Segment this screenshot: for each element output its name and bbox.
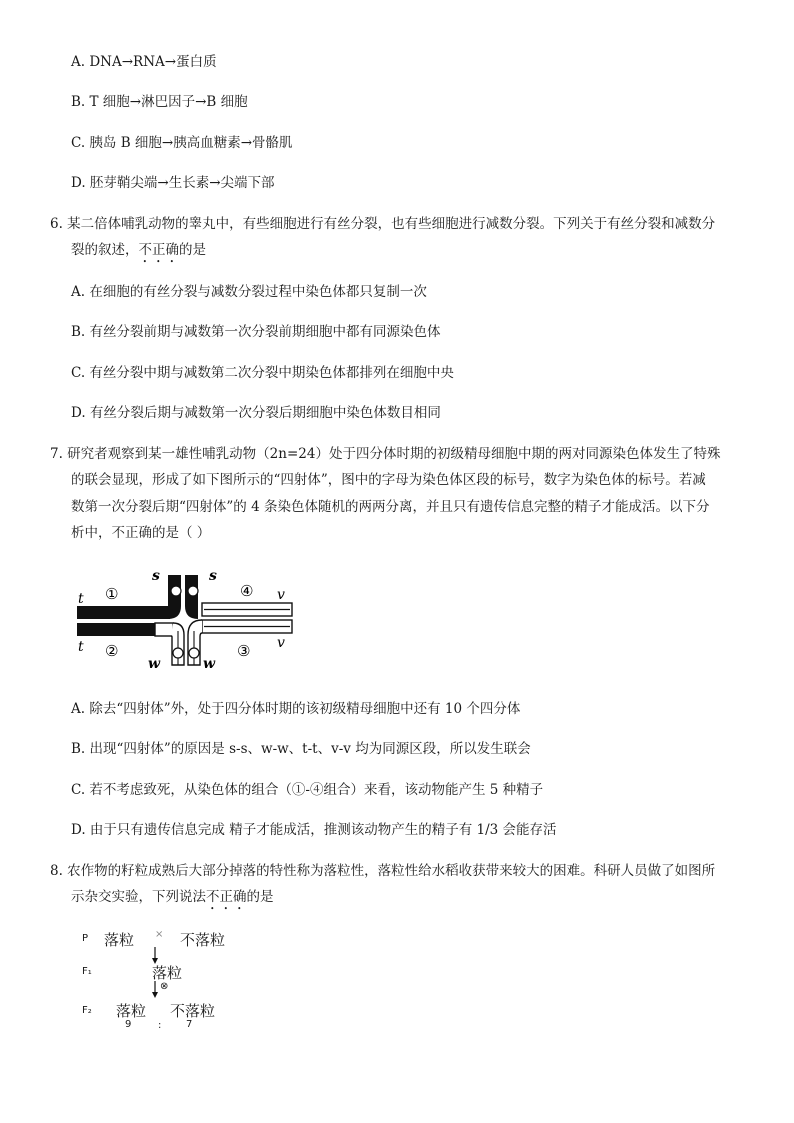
q8-stem-emphasis: 不正确 (206, 889, 247, 905)
q7-option-b: B. 出现“四射体”的原因是 s-s、w-w、t-t、v-v 均为同源区段，所以发生联会 (71, 741, 531, 757)
label-v-top: v (277, 587, 285, 603)
q5-option-c: C. 胰岛 B 细胞→胰高血糖素→骨骼肌 (71, 135, 293, 151)
label-chromosome-4: ④ (240, 582, 254, 600)
q7-stem-line1: 7. 研究者观察到某一雄性哺乳动物（2n=24）处于四分体时期的初级精母细胞中期的两对同源染色体发生了特殊 (50, 446, 721, 462)
q7-option-c: C. 若不考虑致死，从染色体的组合（①-④组合）来看，该动物能产生 5 种精子 (71, 782, 544, 798)
q5-option-a: A. DNA→RNA→蛋白质 (71, 54, 217, 70)
q7-option-a: A. 除去“四射体”外，处于四分体时期的该初级精母细胞中还有 10 个四分体 (71, 701, 521, 717)
q8-stem-pre: 示杂交实验，下列说法 (71, 889, 206, 905)
label-t-bottom: t (78, 639, 84, 655)
q6-stem-post: 的是 (179, 242, 206, 258)
ratio-separator: : (158, 1020, 162, 1031)
q8-stem-post: 的是 (246, 889, 274, 905)
ratio-left: 9 (125, 1019, 132, 1030)
label-chromosome-3: ③ (237, 642, 251, 660)
generation-f2-label: F₂ (82, 1005, 92, 1016)
label-w-left: w (148, 656, 161, 672)
generation-p-label: P (82, 933, 89, 944)
q6-stem-emphasis: 不正确 (138, 242, 179, 258)
q6-stem-pre: 裂的叙述， (71, 242, 139, 258)
q6-option-c: C. 有丝分裂中期与减数第二次分裂中期染色体都排列在细胞中央 (71, 365, 454, 381)
q6-option-a: A. 在细胞的有丝分裂与减数分裂过程中染色体都只复制一次 (71, 284, 427, 300)
q5-option-d: D. 胚芽鞘尖端→生长素→尖端下部 (71, 175, 275, 191)
quadrivalent-figure (72, 565, 312, 677)
q5-option-b: B. T 细胞→淋巴因子→B 细胞 (71, 94, 248, 110)
cross-diagram (78, 925, 258, 1037)
cross-symbol: × (155, 929, 164, 940)
generation-f1-label: F₁ (82, 966, 92, 977)
arm-1-left-top (77, 606, 170, 619)
q7-stem-line3: 数第一次分裂后期“四射体”的 4 条染色体随机的两两分离，并且只有遗传信息完整的精子才能成活。以下分 (71, 499, 710, 515)
f2-phenotype-right: 不落粒 (170, 1002, 216, 1020)
label-chromosome-1: ① (105, 585, 119, 603)
f2-phenotype-left: 落粒 (116, 1002, 147, 1020)
q6-option-d: D. 有丝分裂后期与减数第一次分裂后期细胞中染色体数目相同 (71, 405, 441, 421)
q8-stem-line1: 8. 农作物的籽粒成熟后大部分掉落的特性称为落粒性，落粒性给水稻收获带来较大的困难。科研人员做了如图所 (50, 863, 716, 879)
label-t-top: t (78, 591, 84, 607)
ratio-right: 7 (186, 1019, 193, 1030)
q7-stem-line4: 析中，不正确的是（ ） (71, 525, 211, 541)
p-parent-left: 落粒 (104, 931, 135, 949)
selfing-symbol: ⊗ (160, 981, 169, 992)
q7-stem-line2: 的联会显现，形成了如下图所示的“四射体”，图中的字母为染色体区段的标号，数字为染色体的标号。若减 (71, 472, 706, 488)
label-s-right: s (209, 568, 217, 584)
label-chromosome-2: ② (105, 642, 119, 660)
arm-4-vertical (185, 575, 198, 619)
q7-option-d: D. 由于只有遗传信息完成 精子才能成活，推测该动物产生的精子有 1/3 会能存活 (71, 822, 557, 838)
q8-stem-line2 (71, 885, 274, 913)
arm-2-left-bottom (77, 623, 155, 636)
p-parent-right: 不落粒 (180, 931, 226, 949)
label-w-right: w (203, 656, 216, 672)
label-v-bottom: v (277, 635, 285, 651)
arrow-down-icon (150, 981, 160, 999)
q6-stem-line2 (71, 238, 206, 266)
arm-1-vertical (168, 575, 181, 619)
f1-phenotype: 落粒 (152, 964, 183, 982)
q6-stem-line1: 6. 某二倍体哺乳动物的睾丸中，有些细胞进行有丝分裂，也有些细胞进行减数分裂。下列关于有丝分裂和减数分 (50, 216, 716, 232)
label-s-left: s (152, 568, 160, 584)
q6-option-b: B. 有丝分裂前期与减数第一次分裂前期细胞中都有同源染色体 (71, 324, 441, 340)
